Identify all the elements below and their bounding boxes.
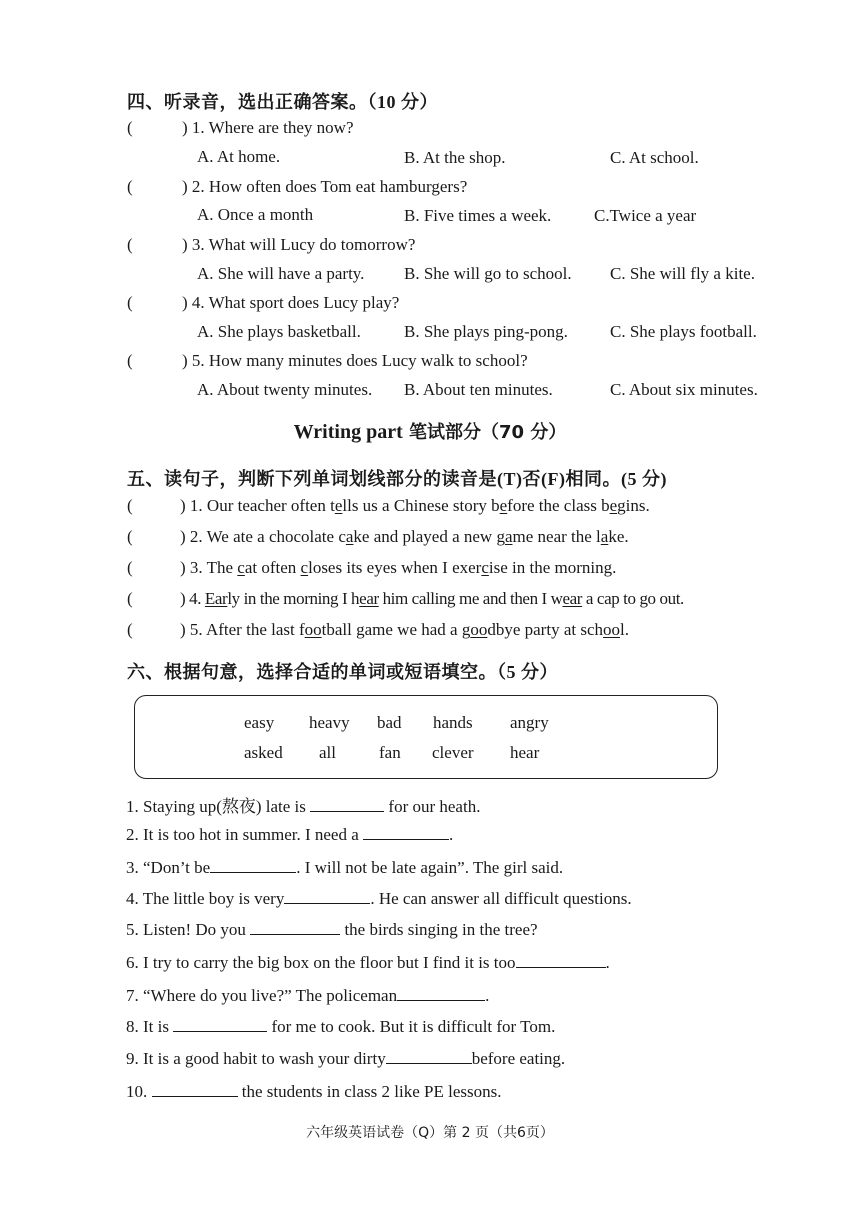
answer-paren-open: ( — [127, 118, 133, 137]
word-bank-item: all — [319, 743, 336, 762]
phonics-question: ) 5. After the last football game we had a goodbye party at school. — [180, 620, 629, 639]
option-a: A. At home. — [197, 147, 281, 166]
answer-blank[interactable] — [284, 888, 370, 904]
fill-in-item: 5. Listen! Do you the birds singing in the tree? — [126, 920, 538, 939]
answer-paren-open: ( — [127, 496, 133, 515]
phonics-question: ) 1. Our teacher often tells us a Chinese story before the class begins. — [180, 496, 650, 515]
fill-in-item: 2. It is too hot in summer. I need a . — [126, 825, 454, 844]
listening-question: ) 3. What will Lucy do tomorrow? — [182, 235, 416, 254]
word-bank-item: hands — [433, 713, 473, 732]
option-b: B. She will go to school. — [404, 264, 572, 283]
answer-blank[interactable] — [386, 1048, 472, 1064]
answer-blank[interactable] — [363, 824, 449, 840]
option-c: C.Twice a year — [594, 206, 697, 225]
fill-in-item: 10. the students in class 2 like PE lessons. — [126, 1082, 502, 1101]
phonics-question: ) 3. The cat often closes its eyes when I exercise in the morning. — [180, 558, 617, 577]
option-a: A. About twenty minutes. — [197, 380, 373, 399]
answer-blank[interactable] — [397, 985, 485, 1001]
fill-in-item: 4. The little boy is very . He can answer all difficult questions. — [126, 889, 632, 908]
answer-paren-open: ( — [127, 589, 133, 608]
option-a: A. She plays basketball. — [197, 322, 361, 341]
option-c: C. She plays football. — [610, 322, 757, 341]
section4-heading: 四、听录音，选出正确答案。（10 分） — [127, 92, 438, 112]
answer-paren-open: ( — [127, 235, 133, 254]
answer-paren-open: ( — [127, 351, 133, 370]
answer-paren-open: ( — [127, 177, 133, 196]
page-footer: 六年级英语试卷（Q）第 2 页（共6页） — [306, 1125, 554, 1141]
word-bank-item: angry — [510, 713, 549, 732]
option-b: B. About ten minutes. — [404, 380, 553, 399]
listening-question: ) 1. Where are they now? — [182, 118, 354, 137]
option-c: C. She will fly a kite. — [610, 264, 755, 283]
phonics-question: ) 4. Early in the morning I hear him calling me and then I wear a cap to go out. — [180, 589, 684, 608]
word-bank-item: heavy — [309, 713, 350, 732]
fill-in-item: 8. It is for me to cook. But it is difficult for Tom. — [126, 1017, 556, 1036]
listening-question: ) 5. How many minutes does Lucy walk to school? — [182, 351, 528, 370]
word-bank-item: clever — [432, 743, 474, 762]
fill-in-item: 1. Staying up(熬夜) late is for our heath. — [126, 797, 481, 816]
option-c: C. At school. — [610, 148, 699, 167]
word-bank-item: hear — [510, 743, 540, 762]
listening-question: ) 4. What sport does Lucy play? — [182, 293, 400, 312]
listening-question: ) 2. How often does Tom eat hamburgers? — [182, 177, 468, 196]
answer-paren-open: ( — [127, 558, 133, 577]
option-b: B. At the shop. — [404, 148, 506, 167]
answer-blank[interactable] — [173, 1016, 267, 1032]
answer-blank[interactable] — [250, 919, 340, 935]
answer-blank[interactable] — [152, 1081, 238, 1097]
option-a: A. Once a month — [197, 205, 314, 224]
word-bank-item: bad — [377, 713, 402, 732]
answer-blank[interactable] — [516, 952, 606, 968]
word-bank-item: fan — [379, 743, 401, 762]
option-b: B. She plays ping-pong. — [404, 322, 568, 341]
word-bank-item: easy — [244, 713, 275, 732]
answer-blank[interactable] — [310, 796, 384, 812]
section5-heading: 五、读句子，判断下列单词划线部分的读音是(T)否(F)相同。(5 分) — [127, 469, 667, 489]
word-bank-box — [134, 695, 718, 779]
option-b: B. Five times a week. — [404, 206, 552, 225]
answer-paren-open: ( — [127, 293, 133, 312]
answer-blank[interactable] — [210, 857, 296, 873]
word-bank-item: asked — [244, 743, 283, 762]
option-a: A. She will have a party. — [197, 264, 365, 283]
answer-paren-open: ( — [127, 620, 133, 639]
fill-in-item: 6. I try to carry the big box on the floor but I find it is too . — [126, 953, 610, 972]
fill-in-item: 7. “Where do you live?” The policeman . — [126, 986, 490, 1005]
answer-paren-open: ( — [127, 527, 133, 546]
fill-in-item: 9. It is a good habit to wash your dirty before eating. — [126, 1049, 566, 1068]
option-c: C. About six minutes. — [610, 380, 758, 399]
fill-in-item: 3. “Don’t be . I will not be late again”. The girl said. — [126, 858, 564, 877]
section6-heading: 六、根据句意，选择合适的单词或短语填空。（5 分） — [127, 662, 558, 682]
writing-part-title: Writing part 笔试部分（70 分） — [293, 421, 567, 443]
phonics-question: ) 2. We ate a chocolate cake and played a new game near the lake. — [180, 527, 629, 546]
